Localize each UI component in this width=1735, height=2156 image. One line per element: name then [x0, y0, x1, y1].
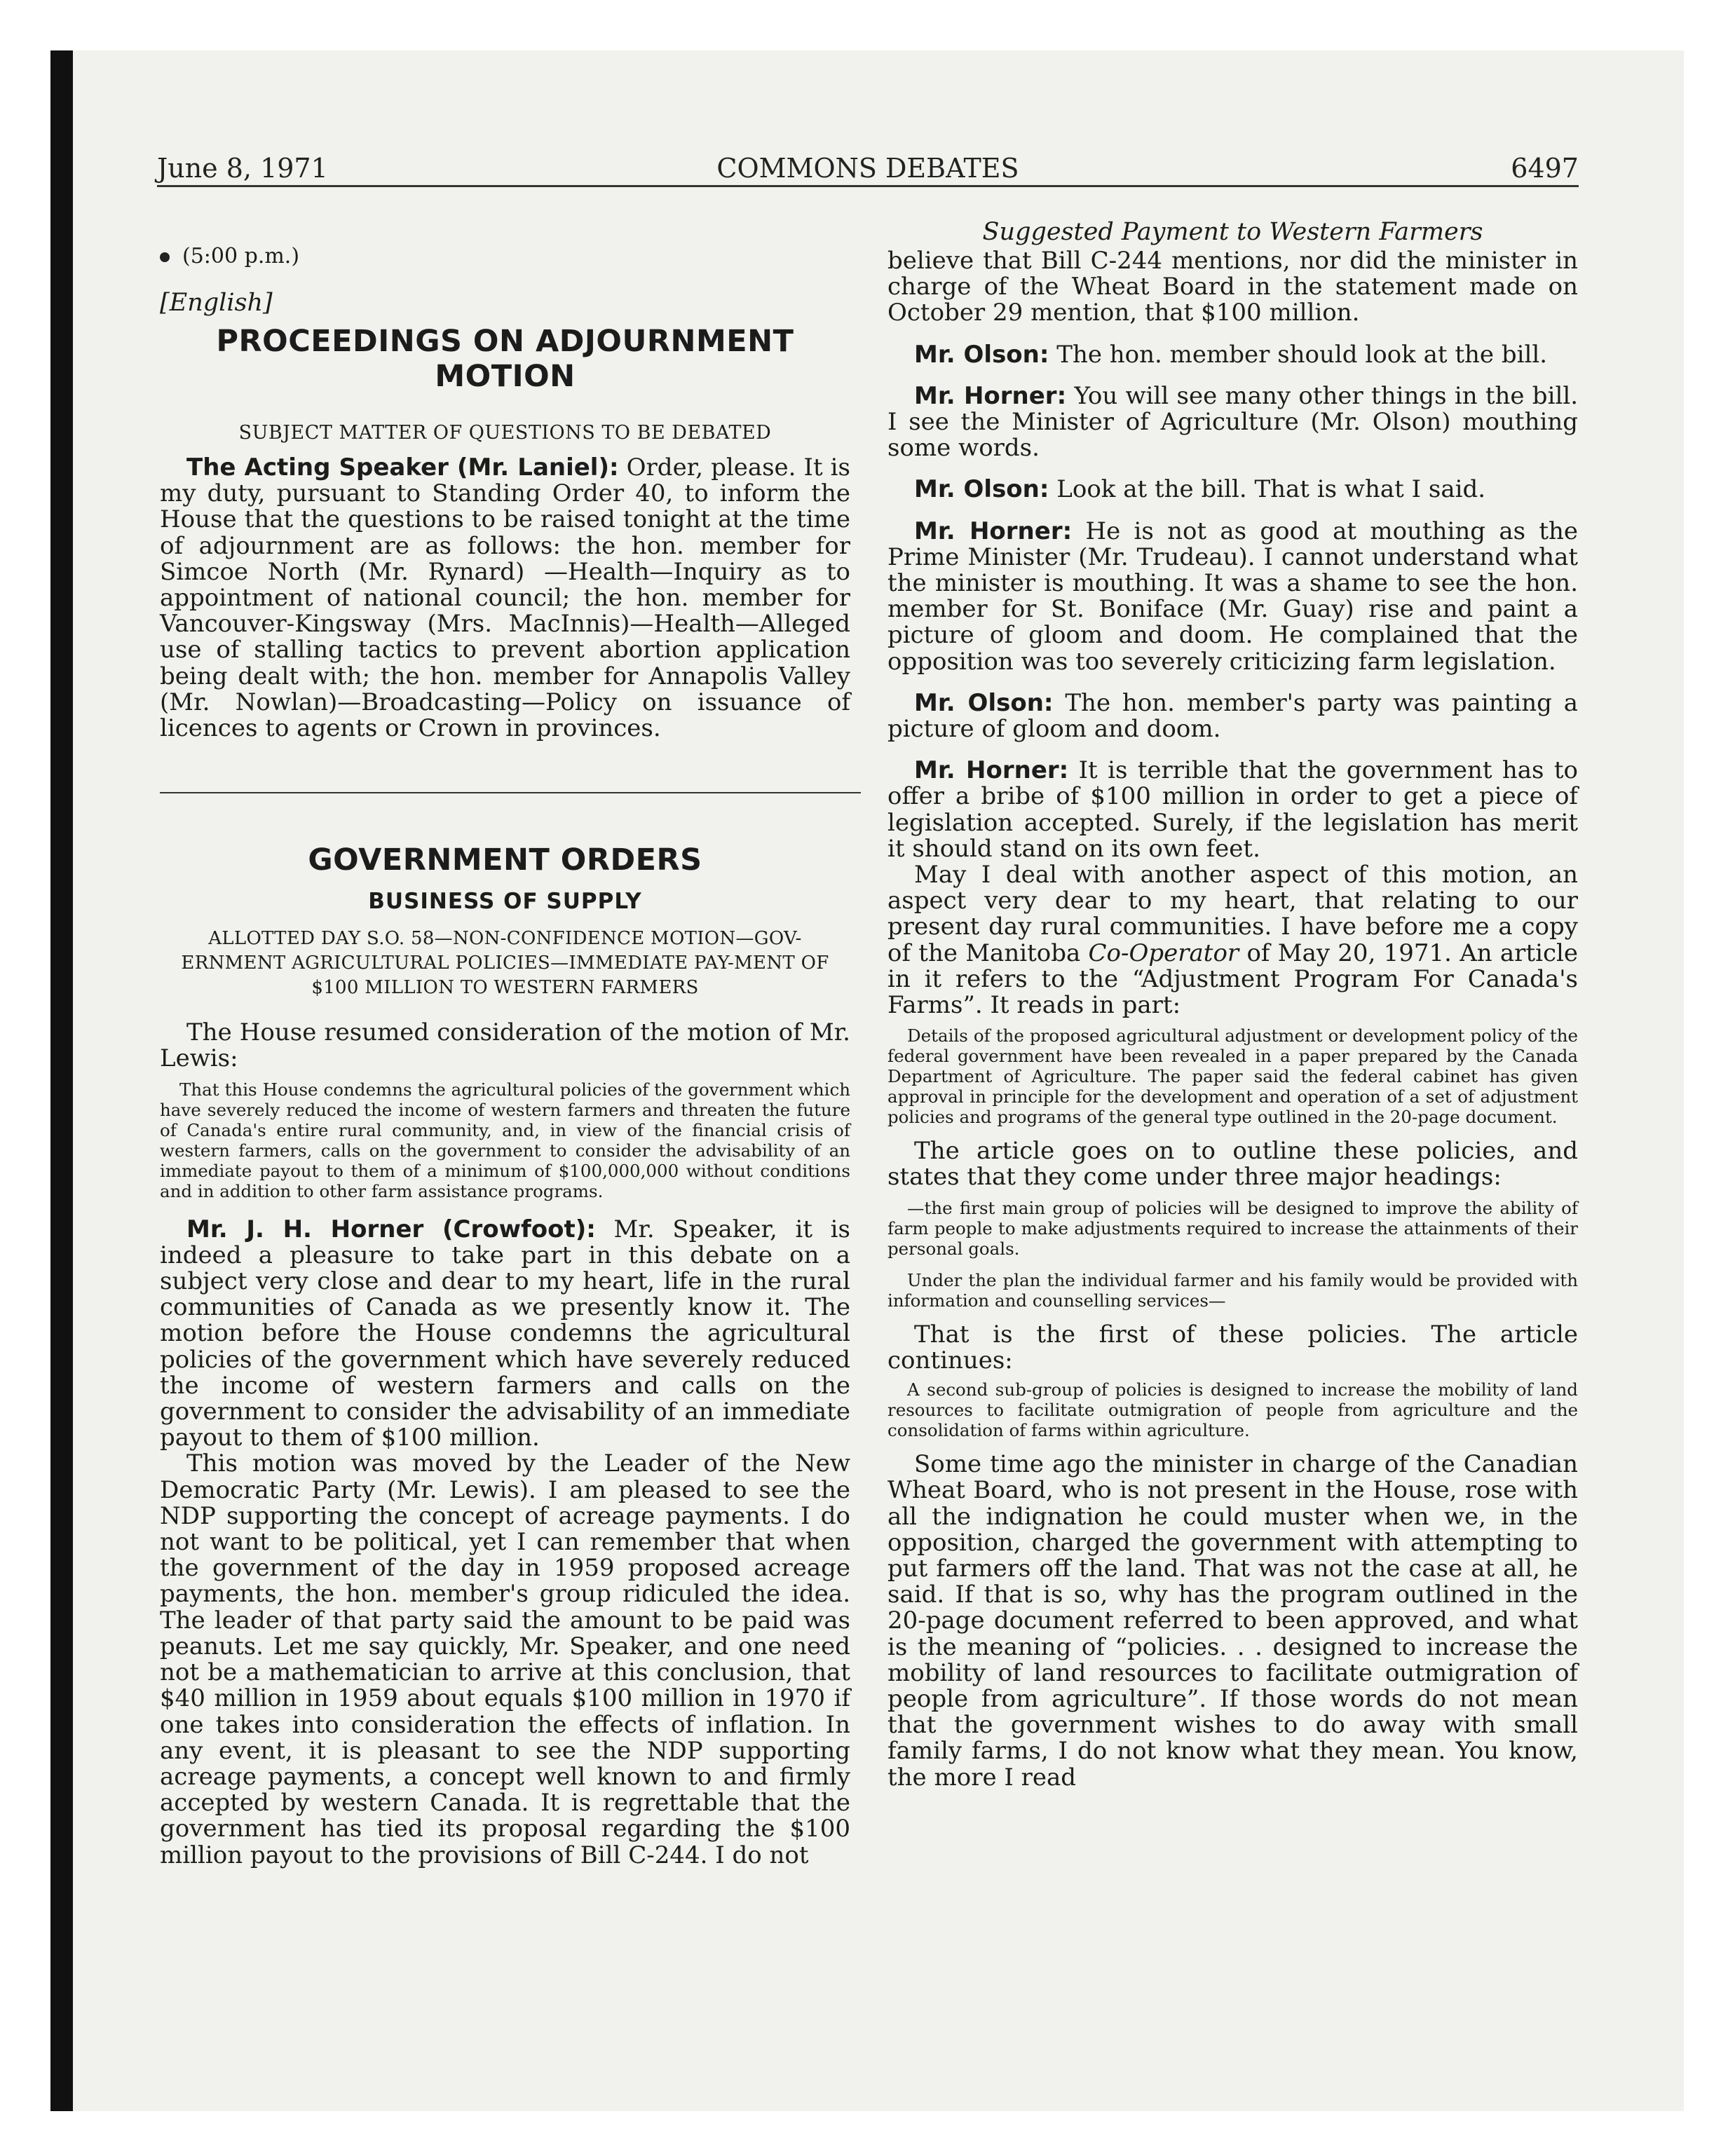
section-divider: [160, 792, 861, 793]
olson-remark-1: Mr. Olson: The hon. member should look at the bill.: [914, 340, 1548, 369]
horner-remark-3: Mr. Horner: It is terrible that the government has to offer a bribe of $100 million in order to get a piece of legislation accepted. Surely, if the legislation has merit it should stand on its own feet.: [887, 756, 1578, 863]
header-rule: [157, 185, 1579, 187]
article-quote-4: A second sub-group of policies is designed to increase the mobility of land resources to facilitate outmigration of people from agriculture and the consolidation of farms within agriculture.: [887, 1379, 1578, 1441]
business-of-supply-title: BUSINESS OF SUPPLY: [368, 889, 642, 915]
bullet-icon: [160, 252, 170, 262]
continued-paragraph: believe that Bill C-244 mentions, nor did the minister in charge of the Wheat Board in the statement made on October 29 mention, that $100 million.: [887, 247, 1578, 327]
first-policies-paragraph: That is the first of these policies. The article continues:: [887, 1320, 1578, 1374]
left-column: [160, 203, 850, 1869]
language-tag: [English]: [160, 289, 273, 317]
horner-paragraph-1: Mr. J. H. Horner (Crowfoot): Mr. Speaker, it is indeed a pleasure to take part in this debate on a subject very close and dear to my heart, life in the rural communities of Canada as we presently know it. The motion before the House condemns the agricultural policies of the government which have severely reduced the income of western farmers and calls on the government to consider the advisability of an immediate payout to them of $100 million.: [160, 1215, 851, 1452]
acting-speaker-paragraph: The Acting Speaker (Mr. Laniel): Order, please. It is my duty, pursuant to Standing Order 40, to inform the House that the questions to be raised tonight at the time of adjournment are as follows: the hon. member for Simcoe North (Mr. Rynard) —Health—Inquiry as to appointment of national council; the hon. member for Vancouver-Kingsway (Mrs. MacInnis)—Health—Alleged use of stalling tactics to prevent abortion application being dealt with; the hon. member for Annapolis Valley (Mr. Nowlan)—Broadcasting—Policy on issuance of licences to agents or Crown in provinces.: [160, 453, 850, 743]
page-header: [157, 153, 1579, 188]
running-head: Suggested Payment to Western Farmers: [982, 218, 1483, 246]
allotted-day-heading: ALLOTTED DAY S.O. 58—NON-CONFIDENCE MOTION—GOV-ERNMENT AGRICULTURAL POLICIES—IMMEDIATE PAY-MENT OF $100 MILLION TO WESTERN FARMERS: [181, 928, 829, 999]
article-quote-2: —the first main group of policies will be designed to improve the ability of farm people to make adjustments required to increase the attainments of their personal goals.: [887, 1197, 1578, 1259]
resumed-paragraph: The House resumed consideration of the motion of Mr. Lewis:: [160, 1018, 850, 1073]
article-headings-paragraph: The article goes on to outline these policies, and states that they come under three major headings:: [887, 1137, 1578, 1192]
government-orders-title: GOVERNMENT ORDERS: [308, 842, 702, 878]
section-title-adjournment: PROCEEDINGS ON ADJOURNMENT MOTION: [216, 324, 794, 394]
wheat-board-paragraph: Some time ago the minister in charge of the Canadian Wheat Board, who is not present in the House, rose with all the indignation he could muster when we, in the opposition, charged the government with attempting to put farmers off the land. That was not the case at all, he said. If that is so, why has the program outlined in the 20-page document referred to been approved, and what is the meaning of “policies. . . designed to increase the mobility of land resources to facilitate outmigration of people from agriculture”. If those words do not mean that the government wishes to do away with small family farms, I do not know what they mean. You know, the more I read: [887, 1450, 1578, 1792]
scan-edge-bar: [50, 50, 73, 2111]
header-page-number: 6497: [1511, 153, 1579, 184]
horner-remark-1: Mr. Horner: You will see many other things in the bill. I see the Minister of Agriculture (Mr. Olson) mouthing some words.: [887, 381, 1578, 463]
header-date: June 8, 1971: [157, 153, 328, 184]
right-column: [887, 203, 1578, 1791]
olson-remark-2: Mr. Olson: Look at the bill. That is what I said.: [914, 475, 1486, 504]
article-quote-3: Under the plan the individual farmer and his family would be provided with information and counselling services—: [887, 1269, 1578, 1311]
subject-heading: SUBJECT MATTER OF QUESTIONS TO BE DEBATED: [238, 422, 772, 444]
co-operator-paragraph: May I deal with another aspect of this motion, an aspect very dear to my heart, that relating to our present day rural communities. I have before me a copy of the Manitoba Co-Operator of May 20, 1971. An article in it refers to the “Adjustment Program For Canada's Farms”. It reads in part:: [887, 861, 1579, 1020]
horner-remark-2: Mr. Horner: He is not as good at mouthing as the Prime Minister (Mr. Trudeau). I cannot understand what the minister is mouthing. It was a shame to see the hon. member for St. Boniface (Mr. Guay) rise and paint a picture of gloom and doom. He complained that the opposition was too severely criticizing farm legislation.: [887, 517, 1579, 676]
time-stamp: (5:00 p.m.): [160, 243, 850, 271]
horner-paragraph-2: This motion was moved by the Leader of the New Democratic Party (Mr. Lewis). I am pleased to see the NDP supporting the concept of acreage payments. I do not want to be political, yet I can remember that when the government of the day in 1959 proposed acreage payments, the hon. member's group ridiculed the idea. The leader of that party said the amount to be paid was peanuts. Let me say quickly, Mr. Speaker, and one need not be a mathematician to arrive at this conclusion, that $40 million in 1959 about equals $100 million in 1970 if one takes into consideration the effects of inflation. In any event, it is pleasant to see the NDP supporting acreage payments, a concept well known to and firmly accepted by western Canada. It is regrettable that the government has tied its proposal regarding the $100 million payout to the provisions of Bill C-244. I do not: [160, 1449, 850, 1869]
header-title: COMMONS DEBATES: [716, 153, 1019, 184]
olson-remark-3: Mr. Olson: The hon. member's party was painting a picture of gloom and doom.: [887, 688, 1579, 744]
motion-quote: That this House condemns the agricultural policies of the government which have severely reduced the income of western farmers and threaten the future of Canada's entire rural community, and, in view of the financial crisis of western farmers, calls on the government to consider the advisability of an immediate payout to them of a minimum of $100,000,000 without conditions and in addition to other farm assistance programs.: [160, 1079, 850, 1201]
article-quote-1: Details of the proposed agricultural adjustment or development policy of the federal government have been revealed in a paper prepared by the Canada Department of Agriculture. The paper said the federal cabinet has given approval in principle for the development and operation of a set of adjustment policies and programs of the general type outlined in the 20-page document.: [887, 1025, 1578, 1128]
